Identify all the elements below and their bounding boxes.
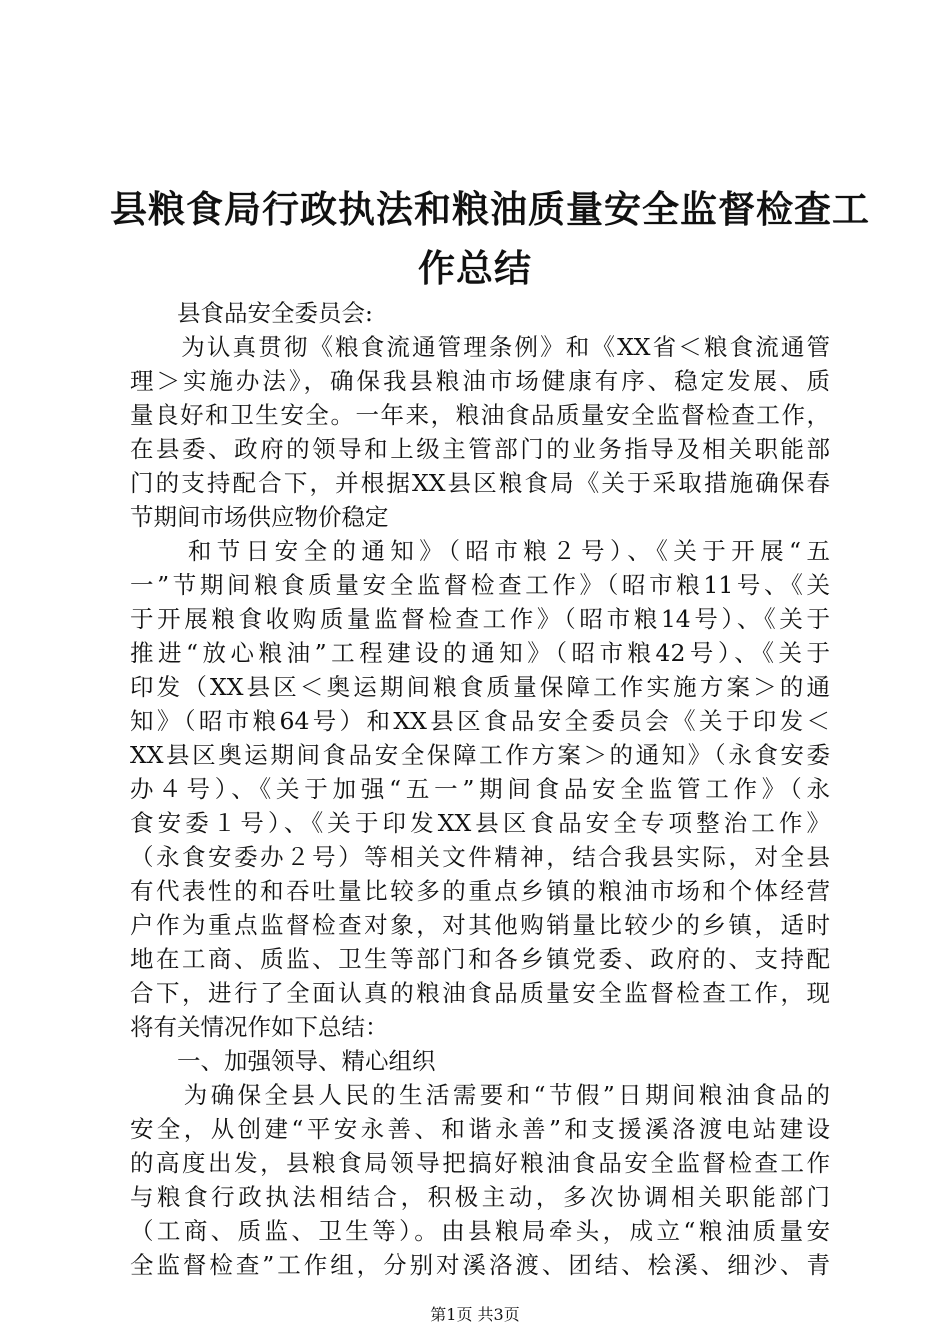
body-line: 理＞实施办法》，确保我县粮油市场健康有序、稳定发展、质 [130,367,830,395]
salutation-line: 县食品安全委员会: [130,299,373,327]
body-line: 全监督检查”工作组，分别对溪洛渡、团结、桧溪、细沙、青 [130,1251,830,1279]
body-line: 的高度出发，县粮食局领导把搞好粮油食品安全监督检查工作 [130,1149,830,1177]
body-line: 节期间市场供应物价稳定 [130,503,389,531]
body-line: 安全，从创建“平安永善、和谐永善”和支援溪洛渡电站建设 [130,1115,830,1143]
body-line: 有代表性的和吞吐量比较多的重点乡镇的粮油市场和个体经营 [130,877,830,905]
body-line: 知》（昭市粮64号）和XX县区食品安全委员会《关于印发＜ [130,707,830,735]
body-line: 于开展粮食收购质量监督检查工作》（昭市粮14号）、《关于 [130,605,830,633]
body-line: 与粮食行政执法相结合，积极主动，多次协调相关职能部门 [130,1183,830,1211]
body-line: 办４号）、《关于加强“五一”期间食品安全监管工作》（永 [130,775,830,803]
body-line: 门的支持配合下，并根据XX县区粮食局《关于采取措施确保春 [130,469,830,497]
body-line: XX县区奥运期间食品安全保障工作方案＞的通知》（永食安委 [130,741,830,769]
section-heading: 一、加强领导、精心组织 [130,1047,436,1075]
body-line: 为认真贯彻《粮食流通管理条例》和《XX省＜粮食流通管 [130,333,830,361]
body-line: 和节日安全的通知》（昭市粮２号）、《关于开展“五 [130,537,830,565]
body-line: 一”节期间粮食质量安全监督检查工作》（昭市粮11号、《关 [130,571,830,599]
body-line: 印发（XX县区＜奥运期间粮食质量保障工作实施方案＞的通 [130,673,830,701]
body-line: （永食安委办２号）等相关文件精神，结合我县实际，对全县 [130,843,830,871]
body-line: 食安委１号）、《关于印发XX县区食品安全专项整治工作》 [130,809,830,837]
body-line: 将有关情况作如下总结： [130,1013,389,1041]
body-line: 推进“放心粮油”工程建设的通知》（昭市粮42号）、《关于 [130,639,830,667]
body-line: 在县委、政府的领导和上级主管部门的业务指导及相关职能部 [130,435,830,463]
body-line: （工商、质监、卫生等）。由县粮局牵头，成立“粮油质量安 [130,1217,830,1245]
body-line: 量良好和卫生安全。一年来，粮油食品质量安全监督检查工作， [130,401,830,429]
page-number-footer: 第1页 共3页 [430,1305,520,1324]
document-title-line-1: 县粮食局行政执法和粮油质量安全监督检查工 [110,188,870,231]
body-line: 为确保全县人民的生活需要和“节假”日期间粮油食品的 [130,1081,830,1109]
body-line: 户作为重点监督检查对象，对其他购销量比较少的乡镇，适时 [130,911,830,939]
document-title-line-2: 作总结 [418,247,532,290]
body-line: 合下，进行了全面认真的粮油食品质量安全监督检查工作，现 [130,979,830,1007]
body-line: 地在工商、质监、卫生等部门和各乡镇党委、政府的、支持配 [130,945,830,973]
